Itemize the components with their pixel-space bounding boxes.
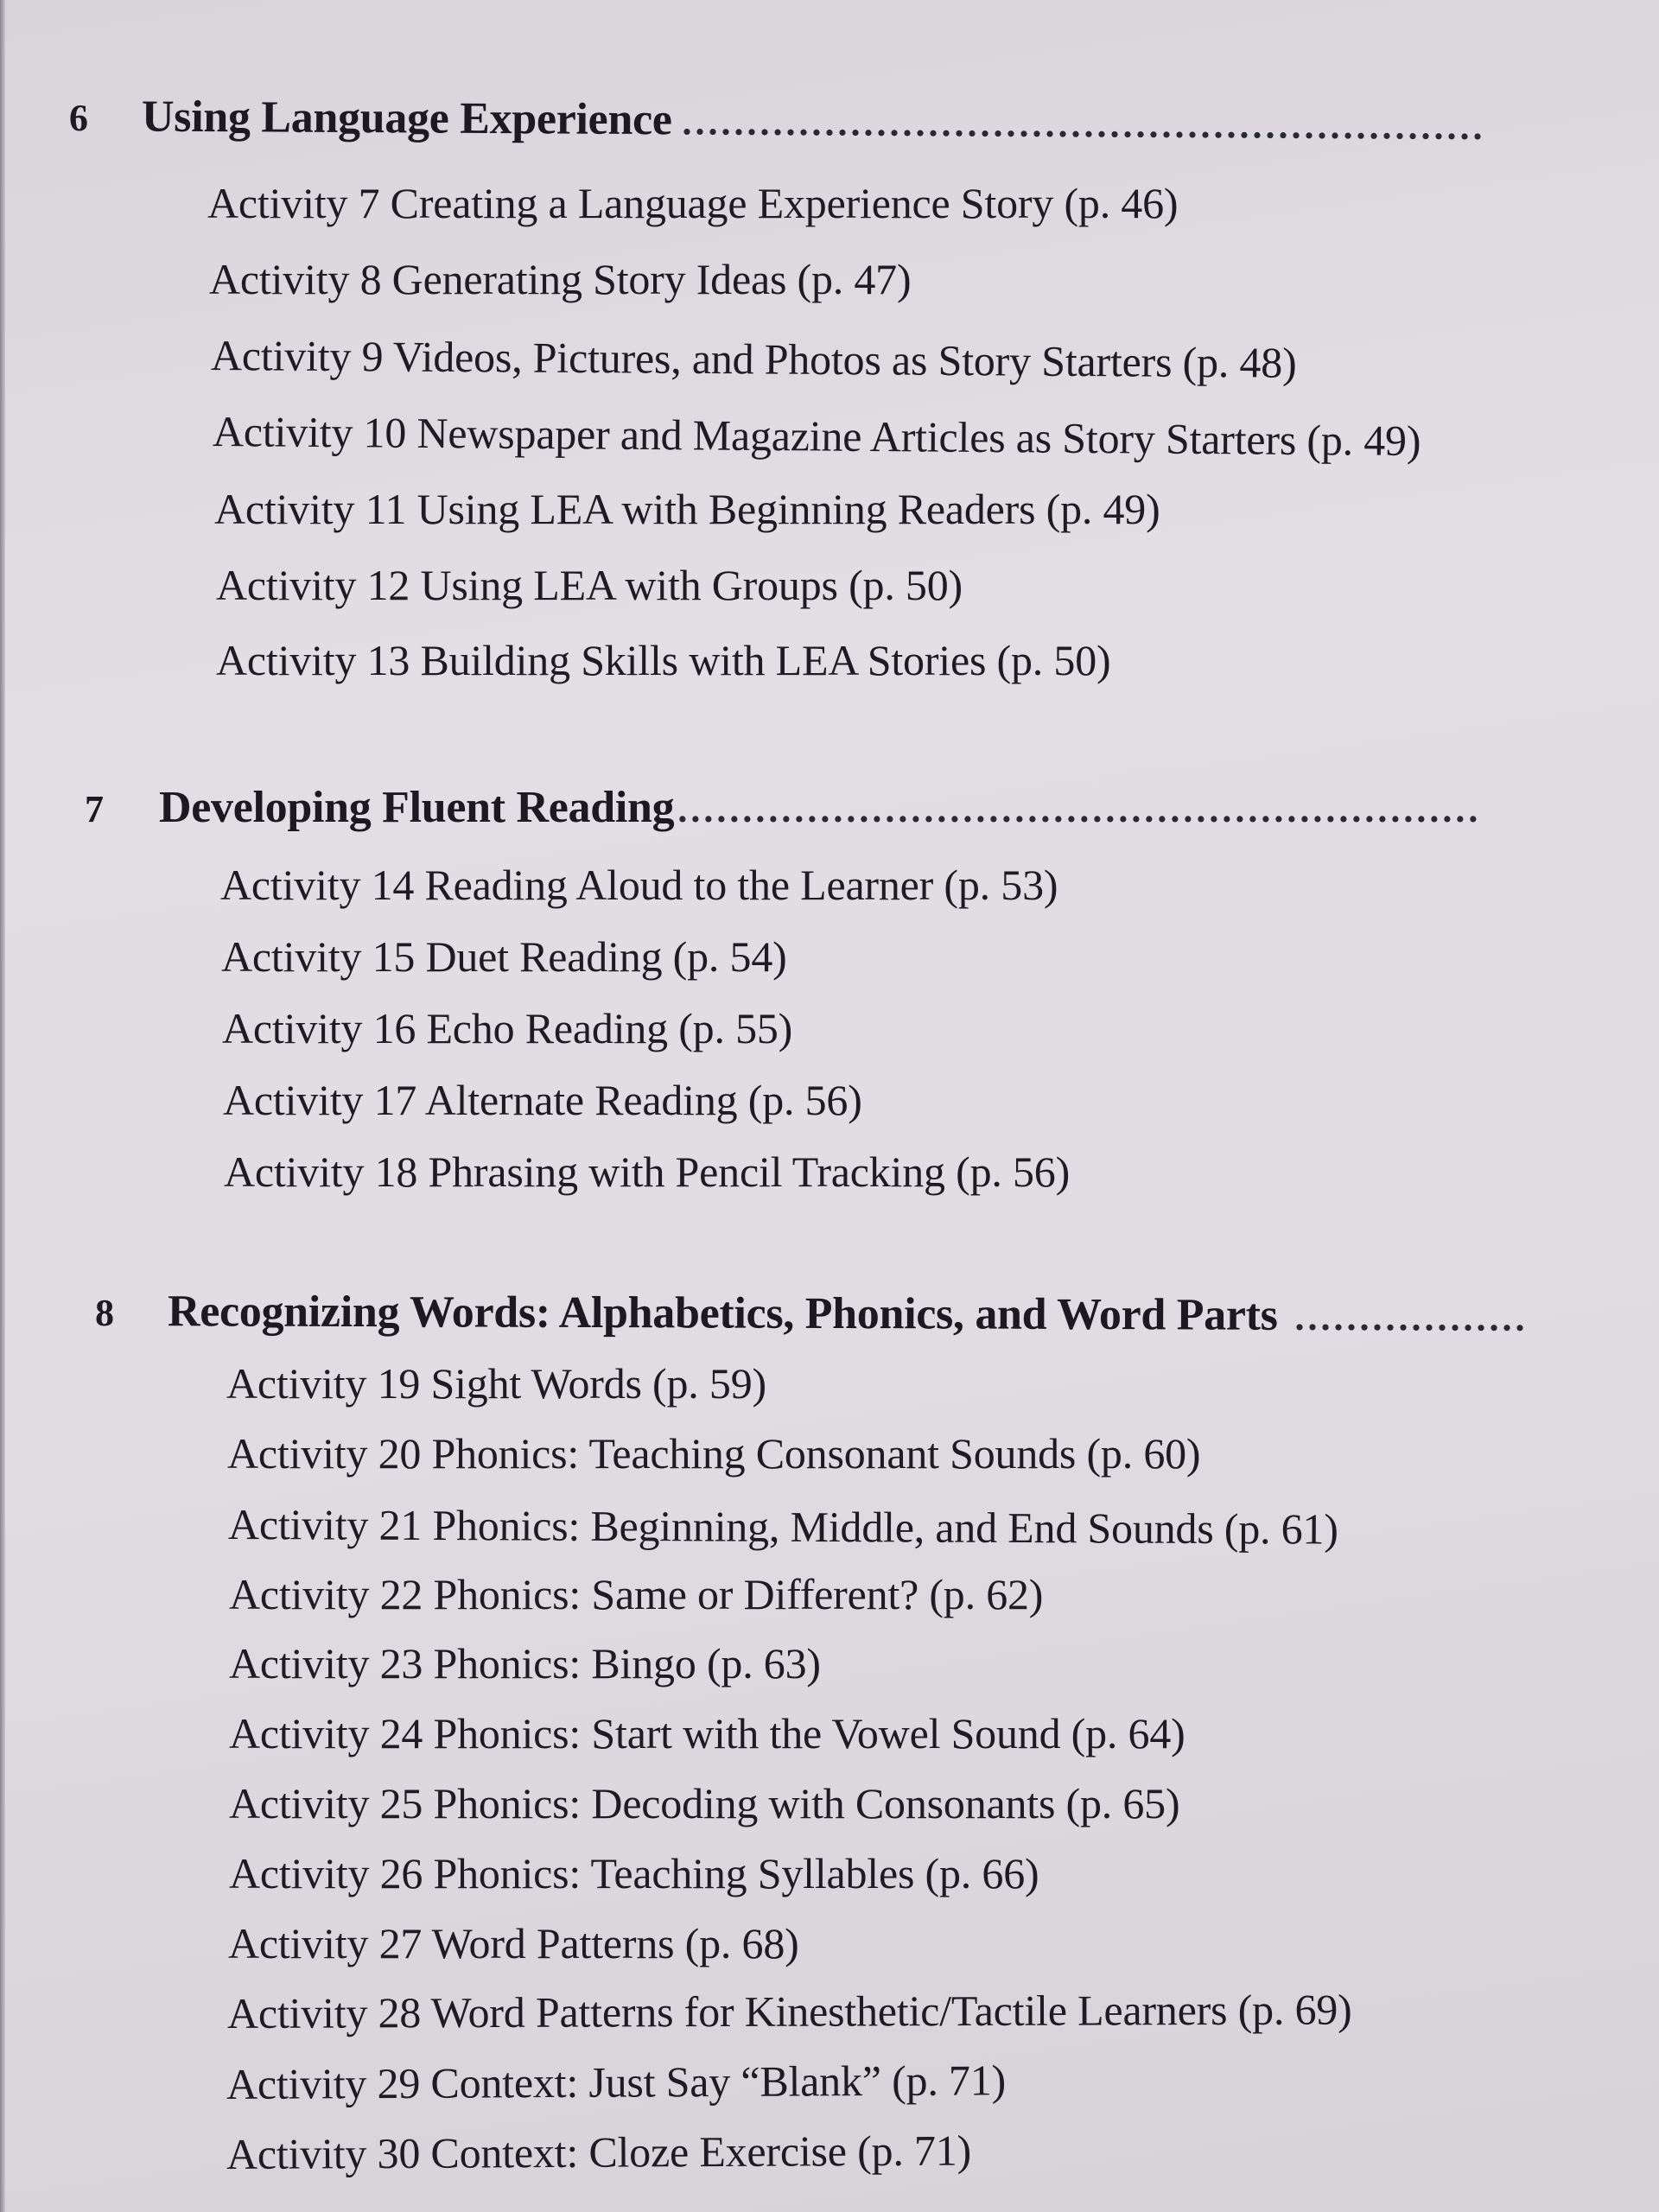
activity-entry: Activity 16 Echo Reading (p. 55) (222, 1004, 793, 1052)
activity-entry: Activity 15 Duet Reading (p. 54) (221, 932, 787, 981)
activity-entry: Activity 22 Phonics: Same or Different? (p. 62) (229, 1570, 1044, 1618)
page-edge (0, 0, 5, 2212)
activity-entry: Activity 21 Phonics: Beginning, Middle, and End Sounds (p. 61) (227, 1500, 1338, 1554)
activity-entry: Activity 27 Word Patterns (p. 68) (228, 1919, 799, 1967)
activity-entry: Activity 17 Alternate Reading (p. 56) (223, 1076, 862, 1124)
chapter-heading (69, 91, 1555, 151)
dot-leader: .............................................................. (682, 100, 1486, 149)
activity-entry: Activity 11 Using LEA with Beginning Readers (p. 49) (214, 485, 1160, 533)
activity-entry: Activity 24 Phonics: Start with the Vowel Sound (p. 64) (229, 1709, 1185, 1758)
activity-entry: Activity 18 Phrasing with Pencil Tracking (p. 56) (224, 1147, 1071, 1196)
activity-entry: Activity 23 Phonics: Bingo (p. 63) (229, 1639, 821, 1688)
chapter-heading (95, 1286, 1546, 1342)
chapter-number: 7 (85, 788, 104, 830)
chapter-number: 6 (68, 97, 89, 140)
dot-leader: .................. (1294, 1295, 1529, 1339)
chapter-title: Recognizing Words: Alphabetics, Phonics, and Word Parts (167, 1287, 1278, 1340)
chapter-heading (85, 782, 1585, 833)
chapter-title: Using Language Experience (141, 92, 672, 145)
chapter-title: Developing Fluent Reading (159, 783, 675, 832)
activity-entry: Activity 19 Sight Words (p. 59) (226, 1359, 766, 1408)
dot-leader: .............................................................. (677, 788, 1482, 830)
activity-entry: Activity 13 Building Skills with LEA Stories (p. 50) (216, 636, 1111, 684)
activity-entry: Activity 25 Phonics: Decoding with Consonants (p. 65) (229, 1779, 1180, 1827)
activity-entry: Activity 14 Reading Aloud to the Learner (p. 53) (220, 861, 1058, 909)
activity-entry: Activity 30 Context: Cloze Exercise (p. 71) (226, 2126, 972, 2178)
activity-entry: Activity 26 Phonics: Teaching Syllables (p. 66) (229, 1849, 1039, 1897)
activity-entry: Activity 7 Creating a Language Experience Story (p. 46) (207, 179, 1179, 227)
activity-entry: Activity 20 Phonics: Teaching Consonant Sounds (p. 60) (227, 1429, 1201, 1478)
activity-entry: Activity 29 Context: Just Say “Blank” (p. 71) (226, 2056, 1007, 2108)
activity-entry: Activity 9 Videos, Pictures, and Photos as Story Starters (p. 48) (210, 331, 1297, 387)
activity-entry: Activity 28 Word Patterns for Kinesthetic/Tactile Learners (p. 69) (226, 1985, 1352, 2037)
activity-entry: Activity 10 Newspaper and Magazine Articles as Story Starters (p. 49) (212, 407, 1421, 465)
activity-entry: Activity 12 Using LEA with Groups (p. 50) (216, 561, 963, 609)
chapter-number: 8 (94, 1292, 115, 1335)
activity-entry: Activity 8 Generating Story Ideas (p. 47) (209, 255, 912, 303)
